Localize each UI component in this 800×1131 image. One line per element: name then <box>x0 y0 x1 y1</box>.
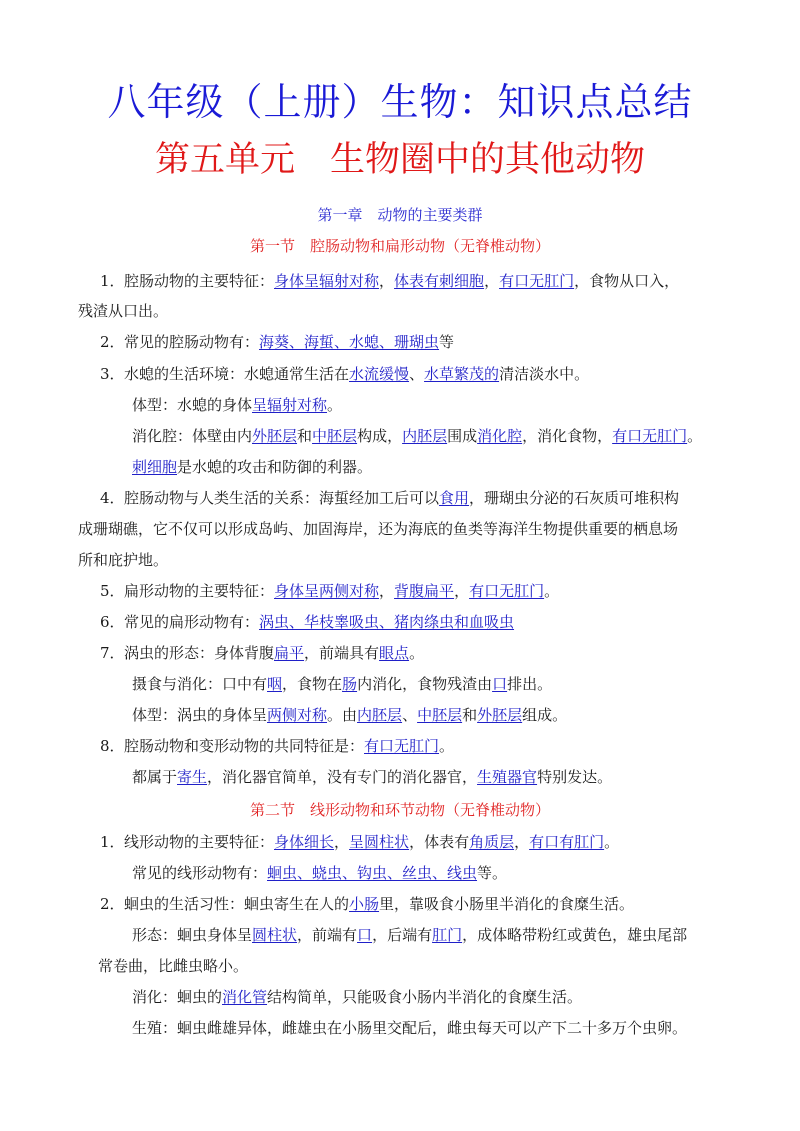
body-text: 特别发达。 <box>537 768 613 786</box>
key-term-link[interactable]: 呈圆柱状 <box>349 833 410 851</box>
body-text: ，消化器官简单，没有专门的消化器官， <box>207 768 478 786</box>
item-number: 2． <box>100 895 125 913</box>
body-text: 腔肠动物和变形动物的共同特征是： <box>124 737 365 755</box>
text-line <box>78 548 168 572</box>
text-line <box>100 362 589 386</box>
body-text: 消化腔：体壁由内 <box>132 427 253 445</box>
key-term-link[interactable]: 圆柱状 <box>252 926 298 944</box>
key-term-link[interactable]: 口 <box>492 675 508 693</box>
body-text: 残渣从口出。 <box>78 302 169 320</box>
key-term-link[interactable]: 口 <box>357 926 373 944</box>
body-text: 。由 <box>327 706 358 724</box>
key-term-link[interactable]: 消化腔 <box>477 427 523 445</box>
item-number: 2． <box>100 333 125 351</box>
key-term-link[interactable]: 角质层 <box>469 833 515 851</box>
body-text: 蛔虫的生活习性：蛔虫寄生在人的 <box>124 895 350 913</box>
body-text: ，体表有 <box>409 833 470 851</box>
key-term-link[interactable]: 背腹扁平 <box>394 582 455 600</box>
key-term-link[interactable]: 内胚层 <box>402 427 448 445</box>
text-line <box>100 330 454 354</box>
body-text: 围成 <box>447 427 478 445</box>
body-text: 。 <box>544 582 560 600</box>
body-text: 。 <box>327 396 343 414</box>
body-text: ，前端有 <box>297 926 358 944</box>
body-text: 线形动物的主要特征： <box>124 833 275 851</box>
key-term-link[interactable]: 消化管 <box>222 988 268 1006</box>
item-number: 1． <box>100 833 125 851</box>
body-text: ， <box>379 272 395 290</box>
key-term-link[interactable]: 有口无肛门 <box>612 427 688 445</box>
body-text: 消化：蛔虫的 <box>132 988 223 1006</box>
body-text: 。 <box>409 644 425 662</box>
section-heading-2: 第二节 线形动物和环节动物（无脊椎动物） <box>249 801 550 819</box>
body-text: 生殖：蛔虫雌雄异体，雌雄虫在小肠里交配后，雌虫每天可以产下二十多万个虫卵。 <box>132 1019 688 1037</box>
body-text: ， <box>484 272 500 290</box>
item-number: 7． <box>100 644 125 662</box>
key-term-link[interactable]: 外胚层 <box>477 706 523 724</box>
body-text: 都属于 <box>132 768 178 786</box>
key-term-link[interactable]: 涡虫、华枝睾吸虫、猪肉绦虫和血吸虫 <box>259 613 515 631</box>
key-term-link[interactable]: 眼点 <box>379 644 410 662</box>
body-text: 腔肠动物的主要特征： <box>124 272 275 290</box>
body-text: 内消化，食物残渣由 <box>357 675 493 693</box>
body-text: 水螅的生活环境：水螅通常生活在 <box>124 365 350 383</box>
body-text: 体型：水螅的身体 <box>132 396 253 414</box>
body-text: 排出。 <box>507 675 553 693</box>
body-text: 组成。 <box>522 706 568 724</box>
key-term-link[interactable]: 身体呈辐射对称 <box>274 272 380 290</box>
body-text: 常见的腔肠动物有： <box>124 333 260 351</box>
body-text: 和 <box>462 706 478 724</box>
key-term-link[interactable]: 体表有刺细胞 <box>394 272 485 290</box>
text-line <box>98 954 248 978</box>
document-title: 八年级（上册）生物：知识点总结 <box>107 80 693 124</box>
text-line <box>100 579 559 603</box>
body-text: 结构简单，只能吸食小肠内半消化的食糜生活。 <box>267 988 583 1006</box>
body-text: 形态：蛔虫身体呈 <box>132 926 253 944</box>
text-line <box>132 672 552 696</box>
body-text: ，后端有 <box>372 926 433 944</box>
text-line <box>132 923 687 947</box>
text-line <box>132 765 612 789</box>
key-term-link[interactable]: 食用 <box>439 489 470 507</box>
body-text: ， <box>334 833 350 851</box>
body-text: ，食物在 <box>282 675 343 693</box>
key-term-link[interactable]: 刺细胞 <box>132 458 178 476</box>
body-text: 构成， <box>357 427 403 445</box>
text-line <box>132 393 342 417</box>
body-text: 成珊瑚礁，它不仅可以形成岛屿、加固海岸，还为海底的鱼类等海洋生物提供重要的栖息场 <box>78 520 679 538</box>
key-term-link[interactable]: 两侧对称 <box>267 706 328 724</box>
text-line <box>100 641 424 665</box>
body-text: 摄食与消化：口中有 <box>132 675 268 693</box>
section-heading-1: 第一节 腔肠动物和扁形动物（无脊椎动物） <box>249 237 550 255</box>
text-line <box>132 703 567 727</box>
key-term-link[interactable]: 有口有肛门 <box>529 833 605 851</box>
body-text: ， <box>379 582 395 600</box>
body-text: ，前端具有 <box>304 644 380 662</box>
text-line <box>132 1016 687 1040</box>
body-text: 。 <box>604 833 620 851</box>
body-text: 体型：涡虫的身体呈 <box>132 706 268 724</box>
body-text: 常卷曲，比雌虫略小。 <box>98 957 249 975</box>
text-line <box>100 269 679 293</box>
key-term-link[interactable]: 内胚层 <box>357 706 403 724</box>
body-text: 清洁淡水中。 <box>499 365 590 383</box>
body-text: 、 <box>409 365 425 383</box>
key-term-link[interactable]: 呈辐射对称 <box>252 396 328 414</box>
key-term-link[interactable]: 肛门 <box>432 926 463 944</box>
body-text: 。 <box>687 427 703 445</box>
text-line <box>100 610 514 634</box>
text-line <box>100 830 619 854</box>
item-number: 4． <box>100 489 125 507</box>
key-term-link[interactable]: 有口无肛门 <box>364 737 440 755</box>
item-number: 6． <box>100 613 125 631</box>
key-term-link[interactable]: 水草繁茂的 <box>424 365 500 383</box>
text-line <box>100 486 679 510</box>
text-line <box>132 455 372 479</box>
key-term-link[interactable]: 生殖器官 <box>477 768 538 786</box>
key-term-link[interactable]: 有口无肛门 <box>499 272 575 290</box>
text-line <box>100 892 634 916</box>
key-term-link[interactable]: 水流缓慢 <box>349 365 410 383</box>
body-text: 常见的线形动物有： <box>132 864 268 882</box>
body-text: 所和庇护地。 <box>78 551 169 569</box>
body-text: 里，靠吸食小肠里半消化的食糜生活。 <box>379 895 635 913</box>
key-term-link[interactable]: 外胚层 <box>252 427 298 445</box>
body-text: 、 <box>402 706 418 724</box>
key-term-link[interactable]: 蛔虫、蛲虫、钩虫、丝虫、线虫 <box>267 864 478 882</box>
key-term-link[interactable]: 肠 <box>342 675 358 693</box>
text-line <box>132 424 702 448</box>
body-text: 和 <box>297 427 313 445</box>
body-text: ，珊瑚虫分泌的石灰质可堆积构 <box>469 489 680 507</box>
key-term-link[interactable]: 寄生 <box>177 768 208 786</box>
body-text: ，成体略带粉红或黄色，雄虫尾部 <box>462 926 688 944</box>
body-text: ， <box>514 833 530 851</box>
text-line <box>132 985 582 1009</box>
chapter-heading: 第一章 动物的主要类群 <box>317 206 483 224</box>
key-term-link[interactable]: 有口无肛门 <box>469 582 545 600</box>
body-text: 。 <box>439 737 455 755</box>
key-term-link[interactable]: 身体呈两侧对称 <box>274 582 380 600</box>
body-text: ，消化食物， <box>522 427 613 445</box>
text-line <box>100 734 454 758</box>
key-term-link[interactable]: 海葵、海蜇、水螅、珊瑚虫 <box>259 333 440 351</box>
body-text: 等。 <box>477 864 508 882</box>
key-term-link[interactable]: 中胚层 <box>312 427 358 445</box>
body-text: 等 <box>439 333 455 351</box>
item-number: 5． <box>100 582 125 600</box>
key-term-link[interactable]: 扁平 <box>274 644 305 662</box>
key-term-link[interactable]: 咽 <box>267 675 283 693</box>
item-number: 1． <box>100 272 125 290</box>
key-term-link[interactable]: 中胚层 <box>417 706 463 724</box>
text-line <box>78 299 168 323</box>
body-text: ，食物从口入， <box>574 272 680 290</box>
body-text: 涡虫的形态：身体背腹 <box>124 644 275 662</box>
body-text: 常见的扁形动物有： <box>124 613 260 631</box>
text-line <box>132 861 507 885</box>
item-number: 3． <box>100 365 125 383</box>
key-term-link[interactable]: 小肠 <box>349 895 380 913</box>
body-text: 扁形动物的主要特征： <box>124 582 275 600</box>
body-text: ， <box>454 582 470 600</box>
key-term-link[interactable]: 身体细长 <box>274 833 335 851</box>
text-line <box>78 517 678 541</box>
item-number: 8． <box>100 737 125 755</box>
unit-title: 第五单元 生物圈中的其他动物 <box>154 140 645 180</box>
body-text: 是水螅的攻击和防御的利器。 <box>177 458 373 476</box>
body-text: 腔肠动物与人类生活的关系：海蜇经加工后可以 <box>124 489 440 507</box>
